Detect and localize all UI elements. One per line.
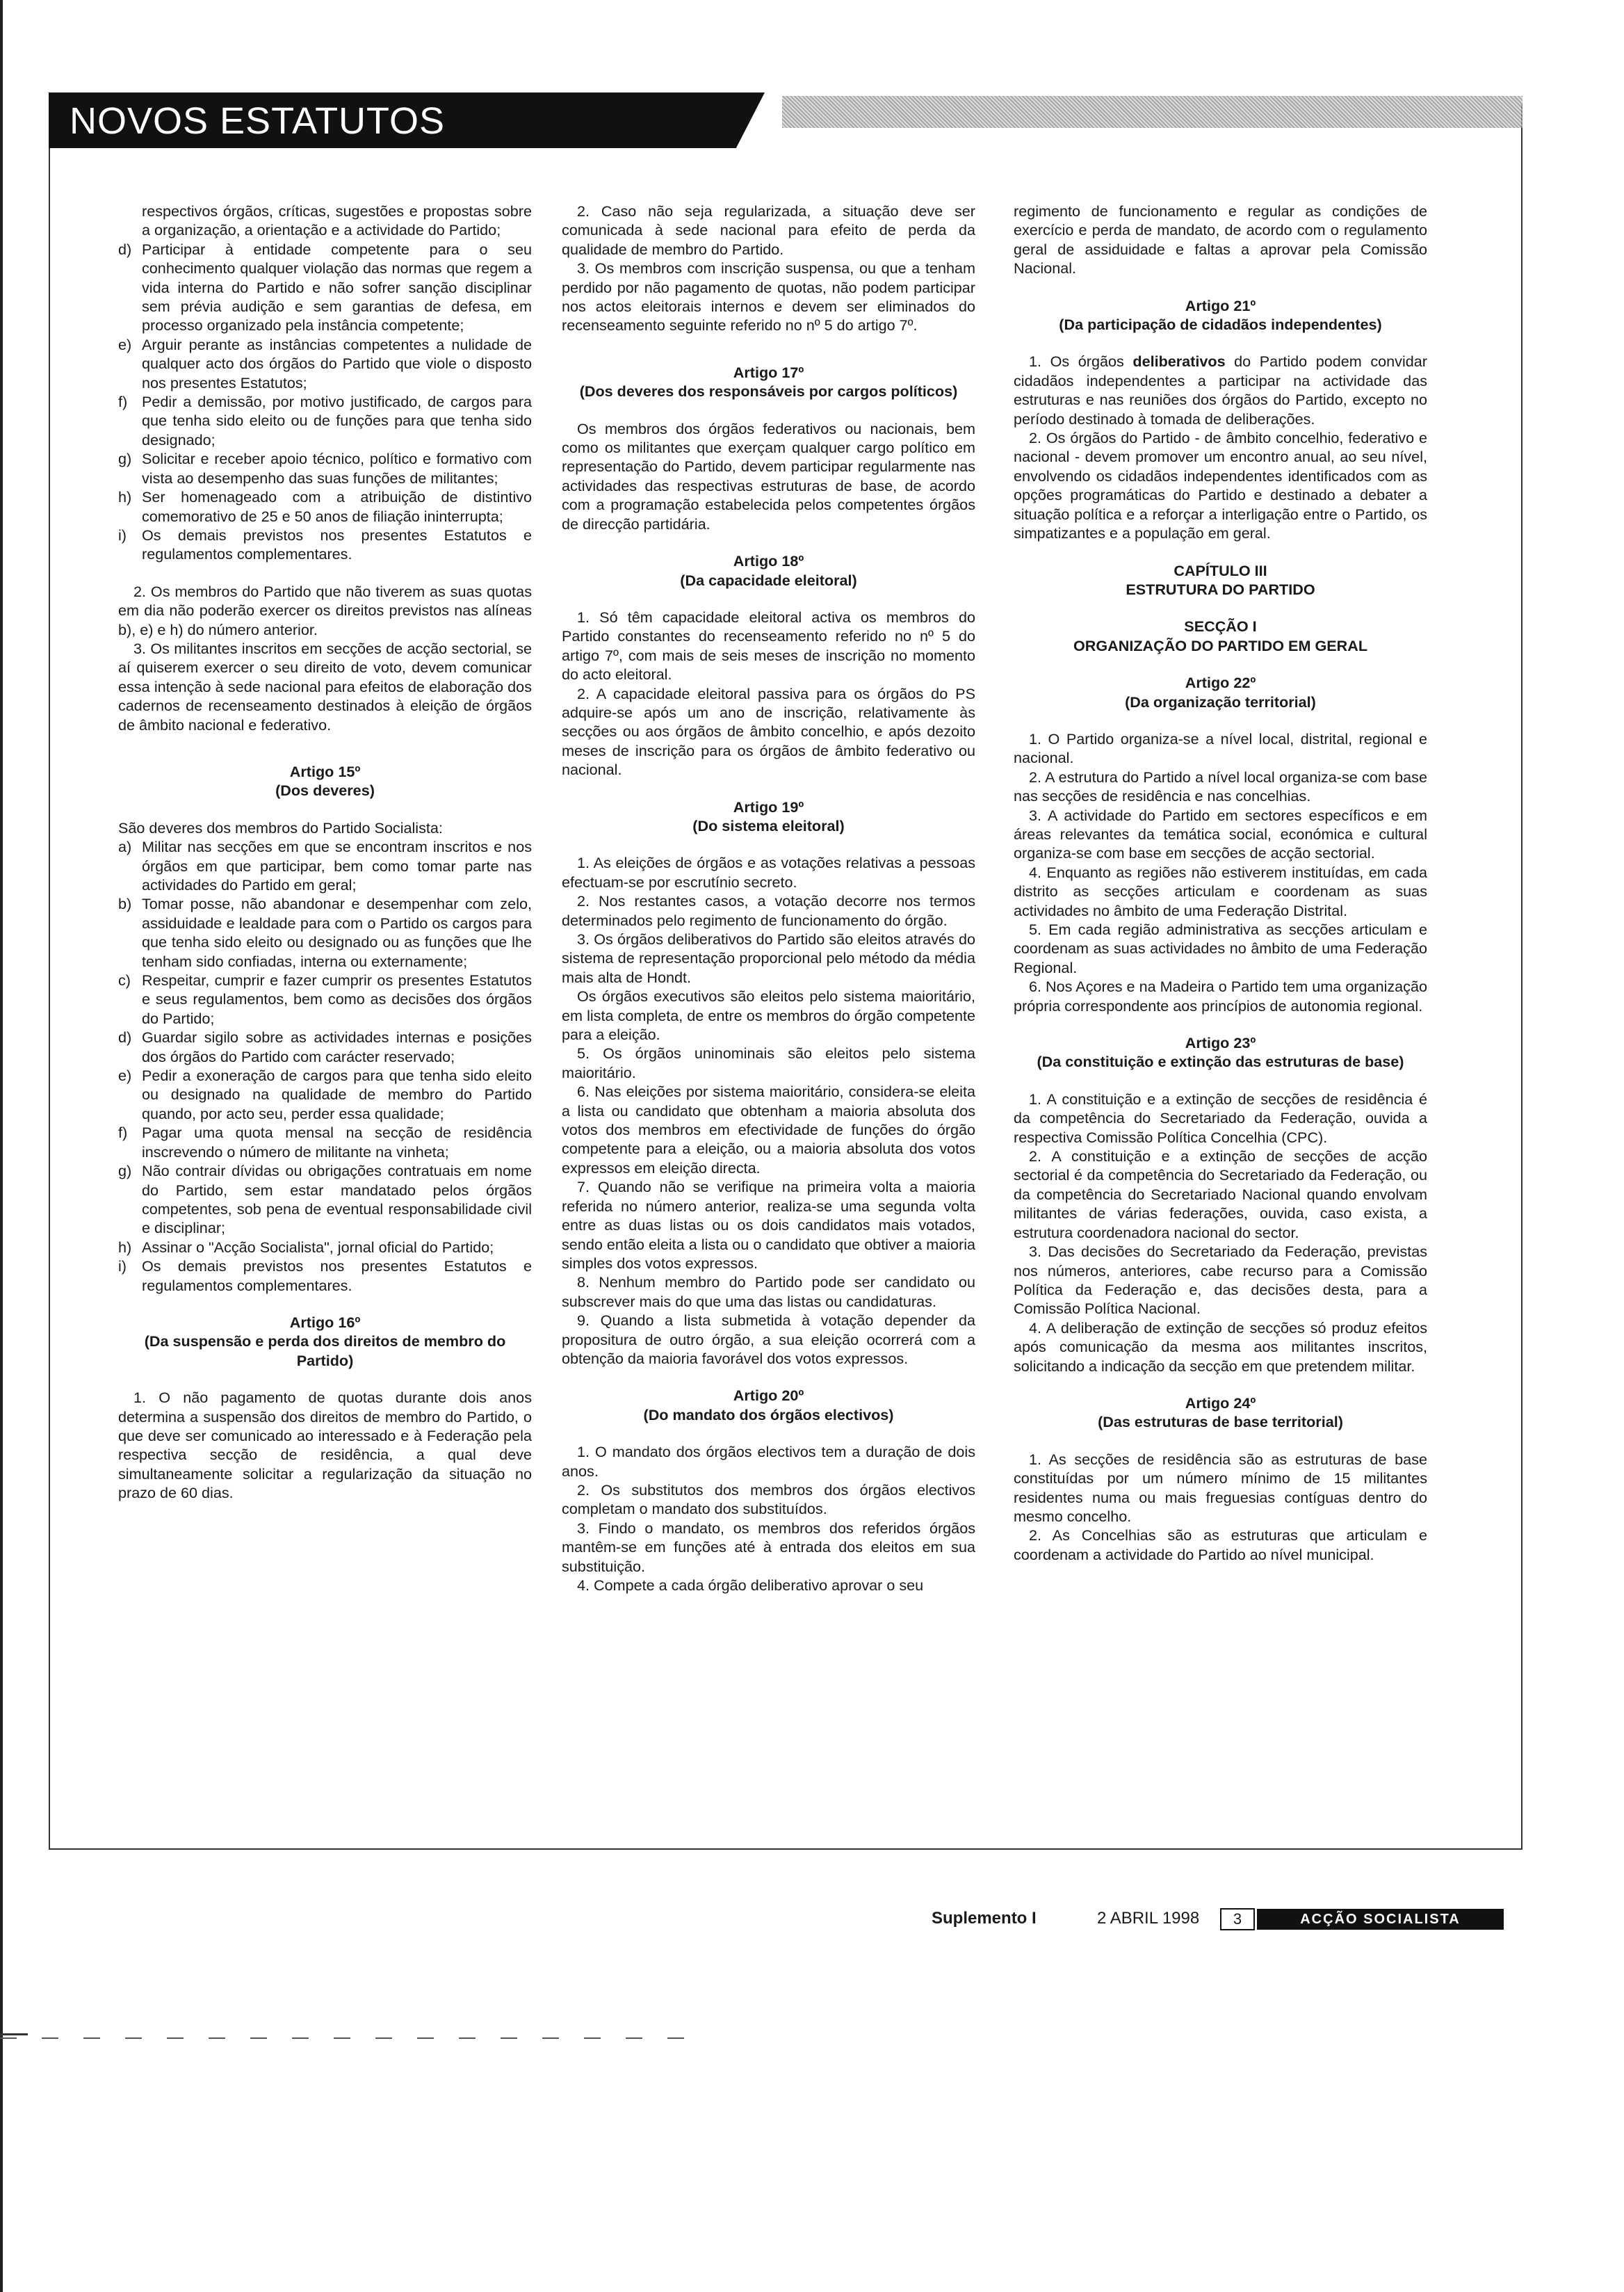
article-19-body (562, 853, 975, 1368)
paragraph: 5. Em cada região administrativa as secções articulam e coordenam as suas actividades no âmbito de uma Federação Regional. (1014, 921, 1427, 976)
list-item (118, 526, 532, 564)
article-subtitle: (Da constituição e extinção das estruturas de base) (1037, 1053, 1404, 1071)
article-title: Artigo 21º (1185, 296, 1256, 314)
list-item (118, 894, 532, 971)
article-subtitle: (Das estruturas de base territorial) (1098, 1413, 1343, 1431)
list-marker: i) (118, 526, 127, 544)
column-2 (562, 202, 975, 1595)
list-text: Pedir a exoneração de cargos para que tenha sido eleito ou designado na qualidade de membro do Partido quando, por acto seu, perder essa qualidade; (142, 1067, 532, 1122)
continued-item: respectivos órgãos, críticas, sugestões e propostas sobre a organização, a orientação e a actividade do Partido; (142, 202, 532, 239)
list-text: Ser homenageado com a atribuição de distintivo comemorativo de 25 e 50 anos de filiação ininterrupta; (142, 488, 532, 525)
paragraph: 8. Nenhum membro do Partido pode ser candidato ou subscrever mais do que uma das listas ou candidaturas. (562, 1273, 975, 1310)
rights-list (118, 240, 532, 564)
list-marker: h) (118, 488, 132, 506)
list-text: Respeitar, cumprir e fazer cumprir os presentes Estatutos e seus regulamentos, bem como as decisões dos órgãos do Partido; (142, 971, 532, 1027)
list-marker: i) (118, 1257, 127, 1275)
issue-date: 2 ABRIL 1998 (1097, 1909, 1200, 1928)
list-marker: a) (118, 838, 132, 856)
bold-term: deliberativos (1132, 353, 1226, 371)
article-subtitle: (Da participação de cidadãos independentes) (1059, 316, 1382, 334)
paragraph: 6. Nas eleições por sistema maioritário, considera-se eleita a lista ou candidato que obtenham a maioria absoluta dos votos dos membros em efectividade de funções do órgão competente para a eleição, ou a maioria absoluta dos votos expressos em eleição directa. (562, 1083, 975, 1177)
section-heading: SECÇÃO I (1184, 618, 1257, 636)
paragraph: 2. Caso não seja regularizada, a situação deve ser comunicada à sede nacional para efeito de perda da qualidade de membro do Partido. (562, 202, 975, 258)
list-marker: d) (118, 240, 132, 258)
section-subheading: ORGANIZAÇÃO DO PARTIDO EM GERAL (1073, 636, 1368, 654)
paragraph: 5. Os órgãos uninominais são eleitos pelo sistema maioritário. (562, 1044, 975, 1081)
paragraph: Os membros dos órgãos federativos ou nacionais, bem como os militantes que exerçam qualquer cargo político em representação do Partido, devem participar regularmente nas actividades das respectivas estruturas de base, de acordo com a programação estabelecida pelos competentes órgãos de direcção partidária. (562, 419, 975, 533)
text-run: 1. Os órgãos (1029, 353, 1133, 371)
list-item (118, 1238, 532, 1257)
paragraph (1014, 352, 1427, 428)
chapter-title: CAPÍTULO III (1174, 561, 1267, 579)
paragraph: 4. Compete a cada órgão deliberativo aprovar o seu (577, 1576, 924, 1594)
article-title: Artigo 18º (733, 552, 804, 570)
list-marker: d) (118, 1028, 132, 1047)
scan-artifact-line (0, 2037, 695, 2039)
paragraph: regimento de funcionamento e regular as condições de exercício e perda de mandato, de acordo com o regulamento geral de assiduidade e faltas a aprovar pela Comissão Nacional. (1014, 202, 1427, 277)
article-title: Artigo 20º (733, 1387, 804, 1405)
list-marker: f) (118, 393, 128, 411)
paragraph: 2. As Concelhias são as estruturas que articulam e coordenam a actividade do Partido ao nível municipal. (1014, 1526, 1427, 1563)
article-subtitle: (Da organização territorial) (1125, 693, 1316, 711)
paragraph: 2. A capacidade eleitoral passiva para os órgãos do PS adquire-se após um ano de inscrição, relativamente às secções ou aos órgãos de âmbito concelhio, e após dezoito meses de inscrição para os órgãos de âmbito federativo ou nacional. (562, 684, 975, 779)
list-text: Guardar sigilo sobre as actividades internas e posições dos órgãos do Partido com carácter reservado; (142, 1028, 532, 1065)
paragraph: 3. Os órgãos deliberativos do Partido são eleitos através do sistema de representação proporcional pelo método da média mais alta de Hondt. (562, 930, 975, 986)
list-text: Não contrair dívidas ou obrigações contratuais em nome do Partido, sem estar mandatado pelos órgãos competentes, sob pena de eventual responsabilidade civil e disciplinar; (142, 1162, 532, 1237)
article-subtitle: (Dos deveres) (275, 782, 375, 800)
list-text: Militar nas secções em que se encontram inscritos e nos órgãos em que participar, bem como tomar parte nas actividades do Partido em geral; (142, 838, 532, 894)
article-title: Artigo 17º (733, 363, 804, 381)
list-text: Arguir perante as instâncias competentes a nulidade de qualquer acto dos órgãos do Partido que viole o disposto nos presentes Estatutos; (142, 335, 532, 392)
list-item (118, 1123, 532, 1161)
list-item (118, 1161, 532, 1238)
column-1 (118, 202, 532, 1503)
paragraph: 2. Os membros do Partido que não tiverem as suas quotas em dia não poderão exercer os direitos previstos nas alíneas b), e) e h) do número anterior. (118, 582, 532, 638)
paragraph: 1. O não pagamento de quotas durante dois anos determina a suspensão dos direitos de membro do Partido, o que deve ser comunicado ao interessado e à Federação pela respectiva secção de residência, a qual deve simultaneamente solicitar a regularização da situação no prazo de 60 dias. (118, 1389, 532, 1502)
paragraph: 3. Findo o mandato, os membros dos referidos órgãos mantêm-se em funções até à entrada dos eleitos em sua substituição. (562, 1519, 975, 1575)
article-title: Artigo 15º (289, 762, 361, 780)
list-text: Solicitar e receber apoio técnico, político e formativo com vista ao desempenho das suas funções de militantes; (142, 450, 532, 487)
paragraph: 2. Nos restantes casos, a votação decorre nos termos determinados pelo regimento de funcionamento do órgão. (562, 892, 975, 929)
paragraph: 1. Só têm capacidade eleitoral activa os membros do Partido constantes do recenseamento referido no nº 5 do artigo 7º, com mais de seis meses de inscrição no momento do acto eleitoral. (562, 608, 975, 684)
list-item (118, 449, 532, 487)
list-item (118, 487, 532, 526)
column-3 (1014, 202, 1427, 1564)
article-subtitle: (Da suspensão e perda dos direitos de membro do Partido) (144, 1332, 506, 1369)
article-subtitle: (Do sistema eleitoral) (692, 816, 845, 834)
list-item (118, 392, 532, 449)
duties-list (118, 837, 532, 1295)
article-20-body (562, 1442, 975, 1595)
paragraph: 4. Enquanto as regiões não estiverem instituídas, em cada distrito as secções articulam e coordenam as suas actividades no âmbito de uma Federação Distrital. (1014, 863, 1427, 919)
page-number: 3 (1220, 1908, 1255, 1930)
list-text: Tomar posse, não abandonar e desempenhar com zelo, assiduidade e lealdade para com o Partido os cargos para que tenha sido eleito ou designado ou as funções que lhe tenham sido confiadas, interna ou externamente; (142, 895, 532, 970)
scan-mark (0, 2033, 28, 2035)
paragraph: São deveres dos membros do Partido Socialista: (118, 818, 443, 837)
article-subtitle: (Do mandato dos órgãos electivos) (643, 1405, 894, 1423)
list-marker: e) (118, 1067, 132, 1085)
list-marker: f) (118, 1124, 128, 1142)
paragraph: 3. Das decisões do Secretariado da Federação, previstas nos números, anteriores, cabe recurso para a Comissão Política da Federação e, das decisões desta, para a Comissão Política Nacional. (1014, 1243, 1427, 1318)
list-item (118, 240, 532, 335)
paragraph: 7. Quando não se verifique na primeira volta a maioria referida no número anterior, realiza-se uma segunda volta entre as duas listas ou os dois candidatos mais votados, sendo então eleita a lista ou o candidato que obtiver a maioria simples dos votos expressos. (562, 1178, 975, 1272)
article-title: Artigo 22º (1185, 674, 1256, 692)
list-marker: b) (118, 895, 132, 913)
supplement-label: Suplemento I (932, 1909, 1037, 1928)
list-marker: h) (118, 1238, 132, 1256)
list-item (118, 837, 532, 894)
paragraph: 4. A deliberação de extinção de secções só produz efeitos após comunicação da mesma aos militantes inscritos, solicitando a indicação da secção em que pretendem militar. (1014, 1318, 1427, 1375)
paragraph: 9. Quando a lista submetida à votação depender da propositura de outro órgão, a sua eleição ocorrerá com a obtenção da maioria favorável dos votos expressos. (562, 1312, 975, 1367)
text-run: do Partido podem convidar cidadãos independentes a participar na actividade das estruturas e nas reuniões dos órgãos do Partido, excepto no período destinado à tomada de deliberações. (1014, 353, 1427, 428)
paragraph: 2. A estrutura do Partido a nível local organiza-se com base nas secções de residência e nas concelhias. (1014, 768, 1427, 805)
paragraph: 3. A actividade do Partido em sectores específicos e em áreas relevantes da temática social, económica e cultural organiza-se com base em secções de acção sectorial. (1014, 806, 1427, 862)
header-texture (782, 96, 1522, 128)
article-subtitle: (Da capacidade eleitoral) (680, 571, 857, 589)
list-item (118, 1257, 532, 1295)
list-marker: c) (118, 971, 131, 990)
list-text: Pedir a demissão, por motivo justificado, de cargos para que tenha sido eleito ou de funções para que tenha sido designado; (142, 393, 532, 449)
list-item (118, 1066, 532, 1123)
paragraph: 3. Os militantes inscritos em secções de acção sectorial, se aí quiserem exercer o seu direito de voto, devem comunicar essa intenção à sede nacional para efeitos de elaboração dos cadernos de recenseamento destinados à eleição de órgãos de âmbito nacional e federativo. (118, 639, 532, 734)
scan-left-edge (0, 0, 3, 2292)
article-title: Artigo 16º (289, 1313, 361, 1331)
list-text: Assinar o "Acção Socialista", jornal oficial do Partido; (142, 1238, 494, 1256)
paragraph: 2. A constituição e a extinção de secções de acção sectorial é da competência do Secretariado da Federação, ou da competência do Secretariado Nacional quando envolvam militantes de várias federações, ouvida, caso exista, a estrutura coordenadora nacional do sector. (1014, 1147, 1427, 1241)
list-text: Pagar uma quota mensal na secção de residência inscrevendo o número de militante na vinheta; (142, 1124, 532, 1161)
publication-name: ACÇÃO SOCIALISTA (1257, 1909, 1504, 1930)
paragraph: 1. O mandato dos órgãos electivos tem a duração de dois anos. (562, 1443, 975, 1480)
list-marker: g) (118, 1162, 132, 1180)
chapter-subtitle: ESTRUTURA DO PARTIDO (1126, 580, 1315, 598)
article-title: Artigo 23º (1185, 1034, 1256, 1052)
paragraph: Os órgãos executivos são eleitos pelo sistema maioritário, em lista completa, de entre os membros do órgão competente para a eleição. (562, 987, 975, 1044)
article-title: Artigo 19º (733, 798, 804, 816)
list-item (118, 971, 532, 1028)
paragraph: 1. As secções de residência são as estruturas de base constituídas por um número mínimo de 15 militantes residentes numa ou mais freguesias contíguas dentro do mesmo concelho. (1014, 1450, 1427, 1525)
list-marker: e) (118, 335, 132, 353)
paragraph: 2. Os órgãos do Partido - de âmbito concelhio, federativo e nacional - devem promover um encontro anual, ao seu nível, envolvendo os cidadãos independentes identificados com as opções programáticas do Partido e destinado a debater a situação política e a reforçar a interligação entre o Partido, os simpatizantes e a população em geral. (1014, 429, 1427, 542)
list-item (118, 1028, 532, 1066)
article-subtitle: (Dos deveres dos responsáveis por cargos políticos) (579, 382, 958, 401)
article-title: Artigo 24º (1185, 1394, 1256, 1412)
list-text: Os demais previstos nos presentes Estatutos e regulamentos complementares. (142, 1257, 532, 1294)
paragraph: 1. A constituição e a extinção de secções de residência é da competência do Secretariado da Federação, ouvida a respectiva Comissão Política Concelhia (CPC). (1014, 1090, 1427, 1146)
list-text: Participar à entidade competente para o seu conhecimento qualquer violação das normas que regem a vida interna do Partido e não sofrer sanção disciplinar sem prévia audição e sem garantias de defesa, em processo organizado pela instância competente; (142, 240, 532, 334)
article-23-body (1014, 1090, 1427, 1375)
article-22-body (1014, 729, 1427, 1015)
article-24-body (1014, 1450, 1427, 1564)
paragraph: 6. Nos Açores e na Madeira o Partido tem uma organização própria correspondente aos princípios de autonomia regional. (1014, 978, 1427, 1015)
paragraph: 3. Os membros com inscrição suspensa, ou que a tenham perdido por não pagamento de quotas, não podem participar nos actos eleitorais internos e devem ser eliminados do recenseamento seguinte referido no nº 5 do artigo 7º. (562, 259, 975, 334)
paragraph: 1. O Partido organiza-se a nível local, distrital, regional e nacional. (1014, 729, 1427, 767)
list-text: Os demais previstos nos presentes Estatutos e regulamentos complementares. (142, 526, 532, 563)
paragraph: 2. Os substitutos dos membros dos órgãos electivos completam o mandato dos substituídos. (562, 1480, 975, 1518)
list-item (118, 335, 532, 392)
list-marker: g) (118, 450, 132, 468)
paragraph: 1. As eleições de órgãos e as votações relativas a pessoas efectuam-se por escrutínio secreto. (562, 854, 975, 891)
section-title: NOVOS ESTATUTOS (70, 100, 446, 142)
